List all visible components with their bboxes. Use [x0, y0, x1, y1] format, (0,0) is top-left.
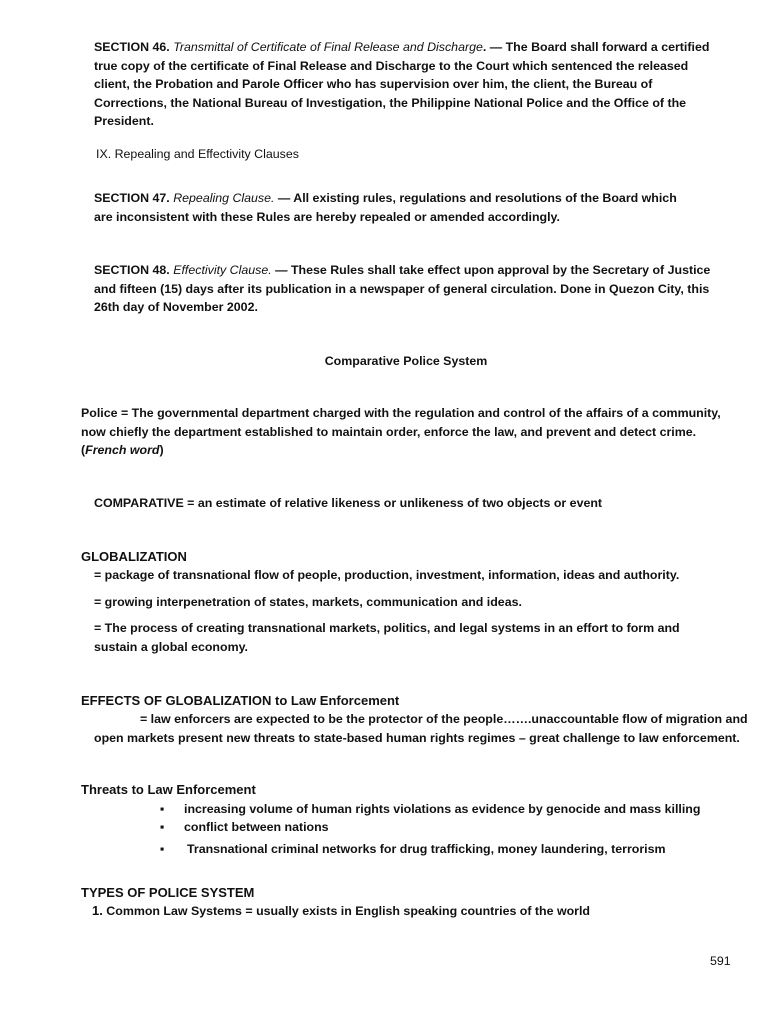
effects-heading: EFFECTS OF GLOBALIZATION to Law Enforcement — [81, 693, 400, 708]
list-item-text: increasing volume of human rights violations as evidence by genocide and mass killing — [184, 802, 701, 816]
police-french-word: French word — [85, 443, 160, 457]
section-46-title: Transmittal of Certificate of Final Release and Discharge — [173, 40, 483, 54]
section-47-body: — All existing rules, regulations and resolutions of the Board which are inconsistent with these Rules are hereby repealed or amended accordingly. — [94, 191, 677, 224]
effects-line-1: = law enforcers are expected to be the protector of the people…….unaccountable flow of migration and — [140, 712, 748, 726]
section-48-title: Effectivity Clause. — [173, 263, 272, 277]
threats-heading: Threats to Law Enforcement — [81, 782, 256, 797]
section-46-body: . — The Board shall forward a certified true copy of the certificate of Final Release and Discharge to the Court which sentenced the released client, the Probation and Parole Officer who has supervision over him, the client, the Bureau of Corrections, the National Bureau of Investigation, the Philippine National Police and the Office of the President. — [94, 40, 710, 128]
types-item-1-text: = usually exists in English speaking countries of the world — [241, 904, 591, 918]
types-item-1-number: 1. — [92, 903, 103, 918]
section-48-label: SECTION 48. — [94, 263, 170, 277]
part-ix-heading: IX. Repealing and Effectivity Clauses — [96, 147, 299, 161]
bullet-icon: ▪ — [160, 802, 165, 816]
types-item-1 — [92, 902, 590, 921]
section-46-label: SECTION 46. — [94, 40, 170, 54]
section-47 — [94, 189, 686, 226]
section-47-label: SECTION 47. — [94, 191, 170, 205]
globalization-def-3: = The process of creating transnational markets, politics, and legal systems in an effort to form and sustain a global economy. — [94, 621, 680, 654]
globalization-heading: GLOBALIZATION — [81, 549, 187, 564]
section-47-title: Repealing Clause. — [173, 191, 275, 205]
effects-line-2: open markets present new threats to state-based human rights regimes – great challenge to law enforcement. — [94, 731, 740, 745]
types-item-1-label: Common Law Systems — [106, 904, 242, 918]
police-close-paren: ) — [159, 443, 164, 457]
section-46 — [94, 38, 726, 131]
list-item-text: conflict between nations — [184, 820, 329, 834]
police-definition — [81, 404, 733, 460]
bullet-icon: ▪ — [160, 842, 165, 856]
comparative-police-system-title: Comparative Police System — [324, 354, 488, 368]
bullet-icon: ▪ — [160, 820, 165, 834]
comparative-definition: COMPARATIVE = an estimate of relative likeness or unlikeness of two objects or event — [94, 496, 603, 510]
globalization-def-2: = growing interpenetration of states, markets, communication and ideas. — [94, 595, 522, 609]
section-48 — [94, 261, 726, 317]
page-number: 591 — [710, 954, 731, 968]
globalization-def-1: = package of transnational flow of people, production, investment, information, ideas and authority. — [94, 568, 680, 582]
police-definition-text: Police = The governmental department charged with the regulation and control of the affairs of a community, now chiefly the department established to maintain order, enforce the law, and prevent and detect crime. ( — [81, 406, 721, 457]
list-item-text: Transnational criminal networks for drug trafficking, money laundering, terrorism — [187, 842, 666, 856]
section-48-body: — These Rules shall take effect upon approval by the Secretary of Justice and fifteen (15) days after its publication in a newspaper of general circulation. Done in Quezon City, this 26th day of November 2002. — [94, 263, 711, 314]
types-heading: TYPES OF POLICE SYSTEM — [81, 885, 255, 900]
